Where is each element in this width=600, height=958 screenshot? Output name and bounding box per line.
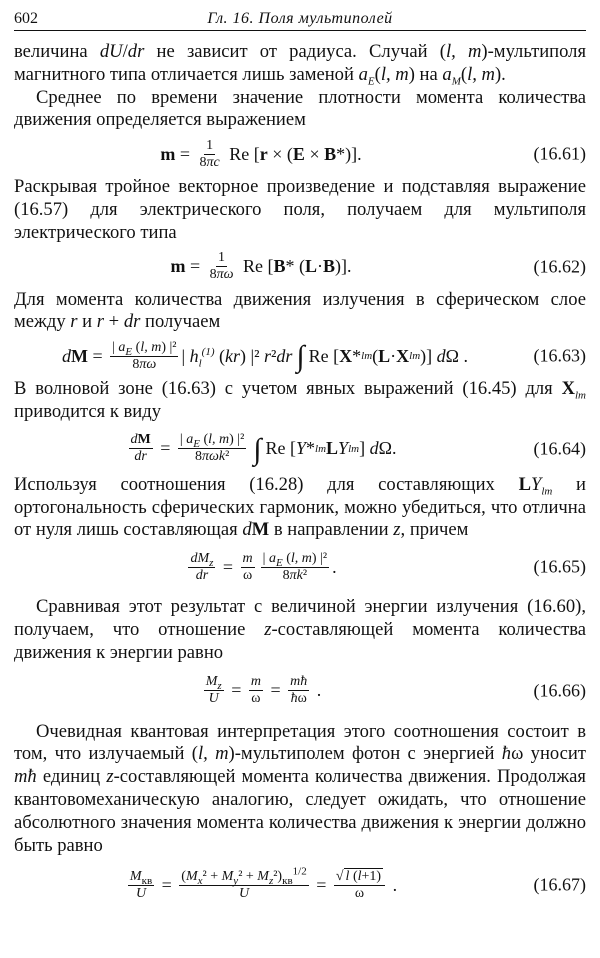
paragraph-2: Среднее по времени значение плотности момента количества движения определяется выражением [14,86,586,131]
paragraph-4: Для момента количества движения излучения в сферическом слое между r и r + dr получаем [14,288,586,333]
equation-16-64 [14,424,586,474]
equation-body: m = 1 8πc Re [ r × ( E × B *)]. [160,137,362,170]
equation-number: (16.65) [533,556,586,577]
equation-number: (16.62) [533,256,586,277]
running-title: Гл. 16. Поля мультиполей [207,10,393,27]
equation-number: (16.63) [533,345,586,366]
equation-number: (16.64) [533,438,586,459]
equation-number: (16.67) [533,874,586,895]
paragraph-3: Раскрывая тройное векторное произведение и подставляя выражение (16.57) для электрического поля, получаем для мультиполя электрического типа [14,176,586,243]
equation-16-61 [14,132,586,176]
paragraph-6: Используя соотношения (16.28) для составляющих $LY_{lm}$ и ортогональность сферических гармоник, можно убедиться, что отлична от нуля лишь составляющая dM в направлении z, причем [14,473,586,541]
equation-body: $M_{кв}$ U = $(M_x^2 + M_y^2 + M_z^2)_{кв}^{1/2}$ U = √ l (l+1) ω . [129,865,398,902]
equation-16-66 [14,665,586,717]
equation-number: (16.66) [533,680,586,701]
equation-body: m = 1 8πω Re [ B * ( L · B )]. [170,250,352,283]
paragraph-8: Очевидная квантовая интерпретация этого соотношения состоит в том, что излучаемый (l, m)-мультиполем фотон с энергией ħω уносит mħ единиц z-составляющей момента количества движения. Продолжая квантовомеханическую аналогию, следует ожидать, что отношение абсолютного значения момента количества движения к энергии должно быть равно [14,720,586,856]
equation-body: dM dr = | $a_E$ (l, m) |² 8πωk² ∫ Re [ Y * lm L Y lm ] d Ω. [130,432,397,466]
equation-16-67 [14,857,586,913]
paragraph-7: Сравнивая этот результат с величиной энергии излучения (16.60), получаем, что отношение z-составляющей момента количества движения к энергии равно [14,596,586,663]
running-header [14,6,586,31]
equation-16-63 [14,334,586,378]
equation-body: $dM_z$ dr = m ω | $a_E$ (l, m) |² 8πk² . [190,550,337,583]
paragraph-5: В волновой зоне (16.63) с учетом явных выражений (16.45) для $X_{lm}$ приводится к виду [14,378,586,422]
equation-body: d M = | $a_E$ (l, m) |² 8πω | $h_l^{(1)}$ ( kr ) |² r ² dr ∫ Re [ X * lm ( L · X lm )] d Ω . [61,339,469,374]
page-number: 602 [14,10,38,27]
equation-body: $M_z$ U = m ω = mħ ħω . [205,674,322,707]
equation-16-65 [14,542,586,592]
equation-number: (16.61) [533,143,586,164]
paragraph-1: величина dU/dr не зависит от радиуса. Случай (l, m)-мультиполя магнитного типа отличается лишь заменой $a_E(l$, m) на $a_M(l$, m). [14,41,587,88]
equation-16-62 [14,245,586,289]
